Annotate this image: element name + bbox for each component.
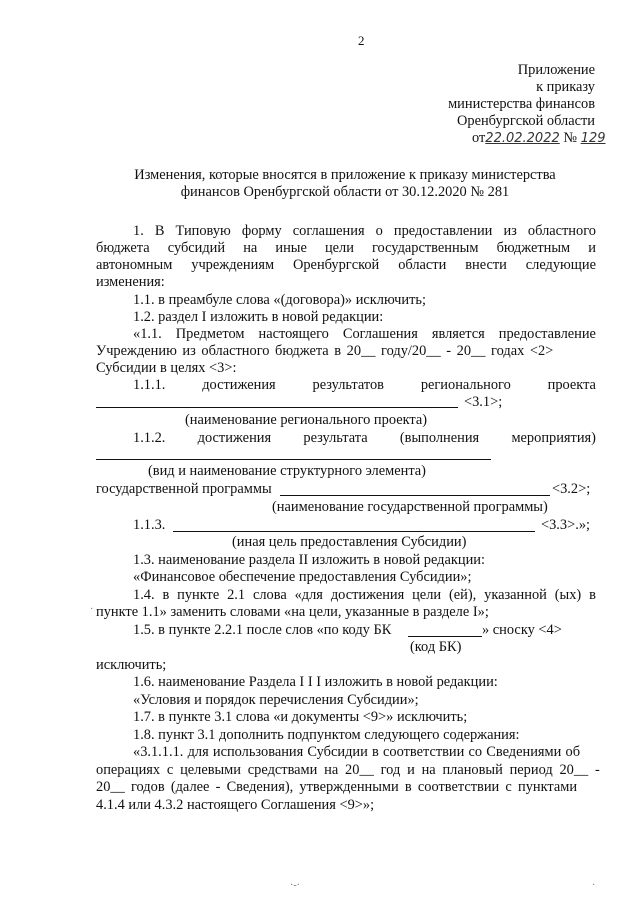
quote-2-line-1: «3.1.1.1. для использования Субсидии в соответствии со Сведениями об <box>133 744 581 760</box>
item-1-1-2-line-3: государственной программы <box>96 481 272 497</box>
date-prefix: от <box>472 130 486 146</box>
scan-speck: · <box>592 880 596 891</box>
item-1-3-quote: «Финансовое обеспечение предоставления Субсидии»; <box>133 569 472 585</box>
footnote-ref: <3.3>.»; <box>541 517 591 533</box>
word: следующие <box>525 257 596 273</box>
scan-speck: ·-· <box>290 880 300 891</box>
word: автономным <box>96 257 173 273</box>
field-caption: (код БК) <box>410 639 462 655</box>
word: слова <box>252 587 287 603</box>
word: мероприятия) <box>511 430 596 446</box>
word: предоставление <box>498 326 596 342</box>
item-1-6-quote: «Условия и порядок перечисления Субсидии»; <box>133 692 419 708</box>
title-line-2: финансов Оренбургской области от 30.12.2020 № 281 <box>180 184 510 200</box>
word: 1. <box>133 223 144 239</box>
quote-1-line-1 <box>133 326 596 343</box>
appendix-line-2: к приказу <box>536 79 595 95</box>
word: в <box>589 587 596 603</box>
word: результата <box>303 430 368 446</box>
appendix-line-1: Приложение <box>517 62 595 78</box>
word: внести <box>465 257 507 273</box>
word: Оренбургской <box>292 257 380 273</box>
word: предоставлении <box>393 223 493 239</box>
quote-1-line-2: Учреждению из областного бюджета в 20__ году/20__ - 20__ годах <2> <box>96 343 554 359</box>
title-line-1: Изменения, которые вносятся в приложение к приказу министерства <box>134 167 556 183</box>
item-1-1-2 <box>133 430 596 447</box>
word: достижения <box>330 587 405 603</box>
appendix-line-4: Оренбургской области <box>457 113 595 129</box>
item-1-5-end: » сноску <4> <box>482 622 562 638</box>
word: достижения <box>197 430 272 446</box>
blank-line <box>96 407 458 408</box>
word: В <box>154 223 165 239</box>
quote-2-line-3: 20__ годов (далее - Сведения), утвержденными в соответствии с пунктами <box>96 779 578 795</box>
item-1-5: 1.5. в пункте 2.2.1 после слов «по коду БК <box>133 622 392 638</box>
appendix-date-line <box>472 130 606 147</box>
p1-line-2 <box>96 240 596 257</box>
item-1-1-3: 1.1.3. <box>133 517 166 533</box>
p1-line-4: изменения: <box>96 274 165 290</box>
word: 1.1.2. <box>133 430 166 446</box>
word: «1.1. <box>133 326 162 342</box>
word: на <box>243 240 258 256</box>
field-caption: (вид и наименование структурного элемента) <box>148 463 426 479</box>
item-1-5-line-2: исключить; <box>96 657 167 673</box>
blank-line <box>173 531 535 532</box>
word: и <box>588 240 596 256</box>
word: цели <box>324 240 354 256</box>
item-1-4-line-2: пункте 1.1» заменить словами «на цели, указанные в разделе I»; <box>96 604 489 620</box>
footnote-ref: <3.2>; <box>552 481 591 497</box>
word: (выполнения <box>399 430 480 446</box>
word: достижения <box>202 377 276 393</box>
word: (ых) <box>554 587 582 603</box>
item-1-8: 1.8. пункт 3.1 дополнить подпунктом следующего содержания: <box>133 727 520 743</box>
page-number: 2 <box>358 33 365 48</box>
word: результатов <box>312 377 384 393</box>
word: является <box>431 326 485 342</box>
blank-line <box>280 495 550 496</box>
item-1-6: 1.6. наименование Раздела I I I изложить в новой редакции: <box>133 674 498 690</box>
item-1-3: 1.3. наименование раздела II изложить в новой редакции: <box>133 552 485 568</box>
word: субсидий <box>167 240 226 256</box>
word: государственным <box>372 240 479 256</box>
field-caption: (наименование государственной программы) <box>272 499 548 515</box>
footnote-ref: <3.1>; <box>464 394 503 410</box>
word: из <box>503 223 517 239</box>
word: учреждениям <box>191 257 275 273</box>
word: областного <box>527 223 596 239</box>
number-prefix: № <box>563 130 578 146</box>
p1-line-3 <box>96 257 596 274</box>
word: о <box>375 223 383 239</box>
appendix-line-3: министерства финансов <box>448 96 595 112</box>
word: регионального <box>420 377 511 393</box>
word: в <box>162 587 170 603</box>
quote-1-line-3: Субсидии в целях <3>: <box>96 360 237 376</box>
item-1-4-line-1 <box>133 587 596 604</box>
handwritten-date: 22.02.2022 <box>485 131 560 146</box>
word: (ей), <box>448 587 477 603</box>
blank-line <box>408 636 482 637</box>
word: Соглашения <box>342 326 418 342</box>
quote-2-line-2: операциях с целевыми средствами на 20__ год и на плановый период 20__ - <box>96 762 600 778</box>
field-caption: (наименование регионального проекта) <box>185 412 428 428</box>
word: 2.1 <box>227 587 246 603</box>
handwritten-number: 129 <box>580 131 606 146</box>
item-1-7: 1.7. в пункте 3.1 слова «и документы <9>» исключить; <box>133 709 468 725</box>
word: «для <box>294 587 323 603</box>
word: области <box>398 257 447 273</box>
item-1-1-1 <box>133 377 596 394</box>
word: указанной <box>484 587 547 603</box>
field-caption: (иная цель предоставления Субсидии) <box>232 534 467 550</box>
word: форму <box>241 223 282 239</box>
scan-speck: · <box>90 604 94 615</box>
word: Предметом <box>175 326 245 342</box>
word: 1.1.1. <box>133 377 166 393</box>
word: 1.4. <box>133 587 155 603</box>
word: Типовую <box>175 223 231 239</box>
word: настоящего <box>258 326 329 342</box>
p1-line-1 <box>133 223 596 240</box>
word: пункте <box>177 587 220 603</box>
quote-2-line-4: 4.1.4 или 4.3.2 настоящего Соглашения <9>»; <box>96 797 375 813</box>
word: бюджета <box>96 240 150 256</box>
word: иные <box>275 240 307 256</box>
item-1-1: 1.1. в преамбуле слова «(договора)» исключить; <box>133 292 426 308</box>
word: бюджетным <box>496 240 571 256</box>
item-1-2: 1.2. раздел I изложить в новой редакции: <box>133 309 384 325</box>
blank-line <box>96 459 491 460</box>
word: цели <box>412 587 442 603</box>
word: соглашения <box>292 223 365 239</box>
word: проекта <box>547 377 596 393</box>
